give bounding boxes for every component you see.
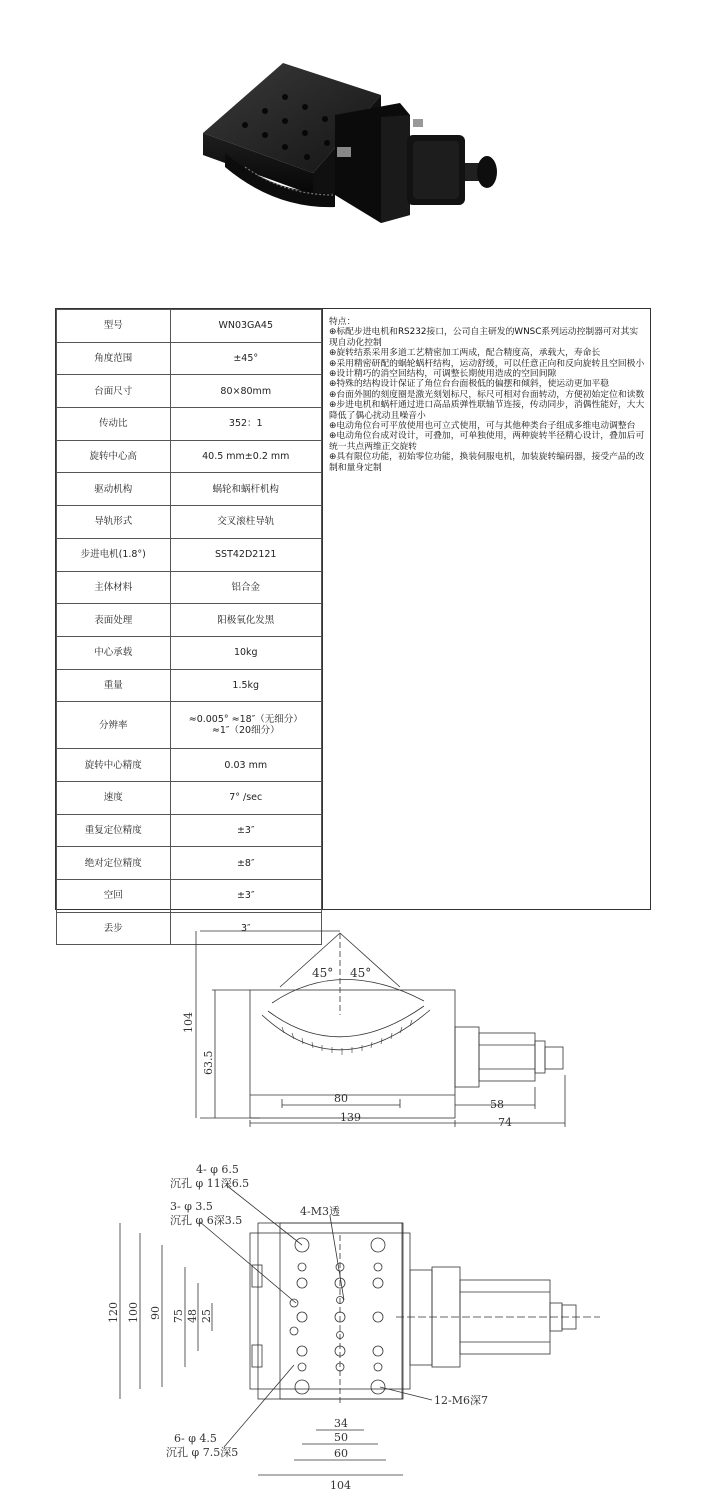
spec-panel xyxy=(55,308,651,935)
spec-row xyxy=(57,702,322,749)
spec-row xyxy=(57,781,322,814)
spec-label: 传动比 xyxy=(57,408,171,441)
top-dim-100: 100 xyxy=(127,1302,140,1323)
spec-label: 分辨率 xyxy=(57,702,171,749)
spec-row xyxy=(57,310,322,343)
spec-row xyxy=(57,440,322,473)
top-view-drawing xyxy=(0,1155,707,1500)
spec-label: 台面尺寸 xyxy=(57,375,171,408)
features-text xyxy=(322,309,650,909)
features-title: 特点： xyxy=(329,317,356,327)
spec-row xyxy=(57,375,322,408)
spec-value: 0.03 mm xyxy=(170,749,322,782)
spec-value: 352：1 xyxy=(170,408,322,441)
spec-value: 交叉滚柱导轨 xyxy=(170,506,322,539)
front-view-drawing xyxy=(0,915,707,1140)
spec-value: WN03GA45 xyxy=(170,310,322,343)
top-dim-90: 90 xyxy=(149,1306,162,1320)
spec-value: ±3″ xyxy=(170,814,322,847)
top-dim-120: 120 xyxy=(107,1302,120,1323)
top-dim-34: 34 xyxy=(334,1417,348,1430)
spec-value: 40.5 mm±0.2 mm xyxy=(170,440,322,473)
front-angle-left: 45° xyxy=(312,966,334,980)
front-dim-58: 58 xyxy=(490,1098,504,1111)
front-dim-139: 139 xyxy=(340,1111,361,1124)
spec-table xyxy=(56,309,322,945)
top-dim-50: 50 xyxy=(334,1431,348,1444)
spec-value: 7° /sec xyxy=(170,781,322,814)
top-dim-48: 48 xyxy=(186,1309,199,1323)
spec-value: 80×80mm xyxy=(170,375,322,408)
spec-value-line: ≈0.005° ≈18″（无细分） xyxy=(188,714,303,726)
spec-row xyxy=(57,473,322,506)
spec-value-line: ≈1″（20细分） xyxy=(211,725,280,737)
spec-row xyxy=(57,880,322,913)
spec-label: 中心承载 xyxy=(57,636,171,669)
spec-label: 速度 xyxy=(57,781,171,814)
note-3-holes: 3- φ 3.5 xyxy=(170,1200,213,1213)
feature-line: ⊕具有限位功能，初始零位功能，换装伺服电机，加装旋转编码器，接受产品的改制和量身定制 xyxy=(329,452,645,473)
note-6-holes-cb: 沉孔 φ 7.5深5 xyxy=(166,1446,239,1459)
spec-row xyxy=(57,571,322,604)
spec-row xyxy=(57,636,322,669)
feature-line: ⊕台面外圆的刻度圈是激光刻划标尺，标尺可相对台面转动，方便初始定位和读数 xyxy=(329,389,645,400)
spec-label: 角度范围 xyxy=(57,342,171,375)
note-6-holes: 6- φ 4.5 xyxy=(174,1432,217,1445)
spec-label: 驱动机构 xyxy=(57,473,171,506)
spec-label: 导轨形式 xyxy=(57,506,171,539)
spec-label: 重量 xyxy=(57,669,171,702)
top-dim-25: 25 xyxy=(200,1309,213,1323)
front-angle-right: 45° xyxy=(350,966,372,980)
spec-value: ±45° xyxy=(170,342,322,375)
note-4-holes: 4- φ 6.5 xyxy=(196,1163,239,1176)
feature-line: ⊕设计精巧的消空回结构，可调整长期使用造成的空回间隙 xyxy=(329,369,557,380)
spec-label: 步进电机(1.8°) xyxy=(57,538,171,571)
spec-label: 空回 xyxy=(57,880,171,913)
spec-value: 1.5kg xyxy=(170,669,322,702)
spec-label: 主体材料 xyxy=(57,571,171,604)
feature-line: ⊕步进电机和蜗杆通过进口高品质弹性联轴节连接，传动同步，消偶性能好，大大降低了偶心扰动且噪音小 xyxy=(329,400,645,421)
spec-value: ±3″ xyxy=(170,880,322,913)
feature-line: ⊕电动角位台可平放使用也可立式使用，可与其他种类台子组成多维电动调整台 xyxy=(329,421,636,432)
spec-value: 阳极氧化发黑 xyxy=(170,604,322,637)
spec-row xyxy=(57,604,322,637)
spec-value: 3″ xyxy=(170,912,322,945)
front-dim-80: 80 xyxy=(334,1092,348,1105)
front-dim-74: 74 xyxy=(498,1116,512,1129)
feature-line: ⊕电动角位台成对设计，可叠加，可单独使用，两种旋转半径精心设计，叠加后可统一共点两维正交旋转 xyxy=(329,431,645,452)
top-dim-104: 104 xyxy=(330,1479,351,1492)
spec-row xyxy=(57,814,322,847)
spec-value: 铝合金 xyxy=(170,571,322,604)
spec-label: 旋转中心精度 xyxy=(57,749,171,782)
note-3-holes-cb: 沉孔 φ 6深3.5 xyxy=(170,1214,243,1227)
spec-row xyxy=(57,506,322,539)
top-dim-75: 75 xyxy=(172,1309,185,1323)
note-m3: 4-M3透 xyxy=(300,1205,340,1218)
spec-value: SST42D2121 xyxy=(170,538,322,571)
spec-row xyxy=(57,749,322,782)
spec-label: 重复定位精度 xyxy=(57,814,171,847)
spec-row xyxy=(57,847,322,880)
spec-value: 蜗轮和蜗杆机构 xyxy=(170,473,322,506)
spec-label: 绝对定位精度 xyxy=(57,847,171,880)
spec-row xyxy=(57,669,322,702)
feature-line: ⊕旋转结系采用多道工艺精密加工两成，配合精度高，承载大，寿命长 xyxy=(329,348,601,359)
front-dim-104: 104 xyxy=(182,1012,195,1033)
spec-label: 型号 xyxy=(57,310,171,343)
product-photo xyxy=(185,55,515,245)
spec-row xyxy=(57,342,322,375)
spec-value: 10kg xyxy=(170,636,322,669)
feature-line: ⊕标配步进电机和RS232接口，公司自主研发的WNSC系列运动控制器可对其实现自动化控制 xyxy=(329,327,639,348)
spec-label: 旋转中心高 xyxy=(57,440,171,473)
spec-label: 表面处理 xyxy=(57,604,171,637)
spec-label: 丢步 xyxy=(57,912,171,945)
note-4-holes-cb: 沉孔 φ 11深6.5 xyxy=(170,1177,250,1190)
spec-value: ±8″ xyxy=(170,847,322,880)
feature-line: ⊕特殊的结构设计保证了角位台台面极低的偏摆和倾斜，使运动更加平稳 xyxy=(329,379,610,390)
front-dim-63-5: 63.5 xyxy=(202,1050,215,1075)
spec-row xyxy=(57,538,322,571)
feature-line: ⊕采用精密研配的蜗轮蜗杆结构，运动舒缓，可以任意正向和反向旋转且空回极小 xyxy=(329,358,645,369)
top-dim-60: 60 xyxy=(334,1447,348,1460)
spec-row xyxy=(57,408,322,441)
spec-value xyxy=(170,702,322,749)
note-m6: 12-M6深7 xyxy=(434,1394,488,1407)
